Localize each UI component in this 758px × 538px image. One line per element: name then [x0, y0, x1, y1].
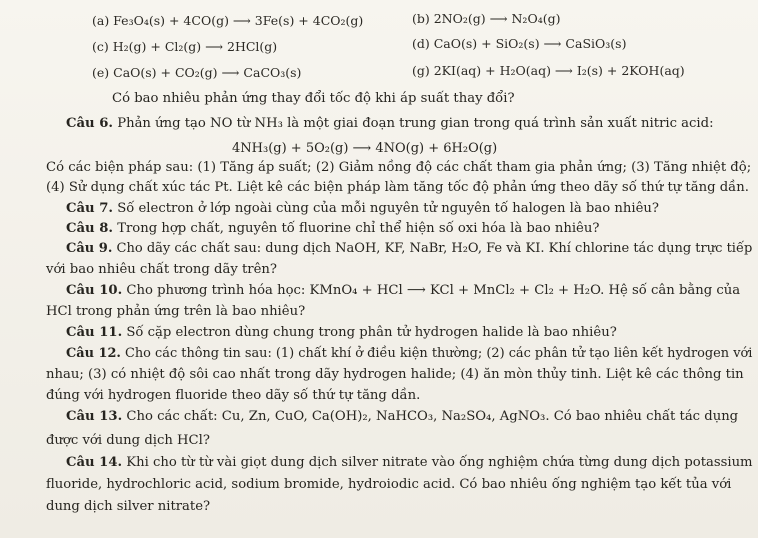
question-11-label: Câu 11.	[66, 325, 123, 340]
question-10-line-2: HCl trong phản ứng trên là bao nhiêu?	[46, 304, 306, 319]
question-10-text: Cho phương trình hóa học: KMnO₄ + HCl ⟶ KCl + MnCl₂ + Cl₂ + H₂O. Hệ số cân bằng của	[126, 283, 741, 298]
reaction-e: (e) CaO(s) + CO₂(g) ⟶ CaCO₃(s)	[92, 65, 302, 80]
reaction-a: (a) Fe₃O₄(s) + 4CO(g) ⟶ 3Fe(s) + 4CO₂(g)	[92, 13, 364, 28]
question-14-line-2: fluoride, hydrochloric acid, sodium bromide, hydroiodic acid. Có bao nhiêu ống nghiệm tạo kết tủa với	[46, 477, 732, 492]
question-12-label: Câu 12.	[66, 346, 121, 361]
reaction-c: (c) H₂(g) + Cl₂(g) ⟶ 2HCl(g)	[92, 39, 278, 54]
question-6-equation: 4NH₃(g) + 5O₂(g) ⟶ 4NO(g) + 6H₂O(g)	[232, 141, 498, 156]
question-9-label: Câu 9.	[66, 241, 113, 256]
question-14	[66, 455, 753, 471]
question-6-line-2: Có các biện pháp sau: (1) Tăng áp suất; (2) Giảm nồng độ các chất tham gia phản ứng; (3) Tăng nhiệt độ;	[46, 160, 752, 175]
question-6	[66, 116, 714, 132]
question-13	[66, 409, 738, 425]
question-14-text: Khi cho từ từ vài giọt dung dịch silver nitrate vào ống nghiệm chứa từng dung dịch potassium	[126, 455, 753, 470]
question-11-text: Số cặp electron dùng chung trong phân tử hydrogen halide là bao nhiêu?	[126, 325, 617, 340]
reaction-b: (b) 2NO₂(g) ⟶ N₂O₄(g)	[412, 11, 561, 26]
question-8-text: Trong hợp chất, nguyên tố fluorine chỉ thể hiện số oxi hóa là bao nhiêu?	[117, 221, 600, 236]
question-13-label: Câu 13.	[66, 409, 123, 424]
question-13-line-2: được với dung dịch HCl?	[46, 433, 210, 448]
question-6-text: Phản ứng tạo NO từ NH₃ là một giai đoạn trung gian trong quá trình sản xuất nitric acid:	[117, 116, 714, 131]
question-9	[66, 241, 752, 257]
question-9-line-2: với bao nhiêu chất trong dãy trên?	[46, 262, 277, 277]
question-9-text: Cho dãy các chất sau: dung dịch NaOH, KF, NaBr, H₂O, Fe và KI. Khí chlorine tác dụng trực tiếp	[116, 241, 753, 256]
question-7	[66, 201, 659, 217]
question-10-label: Câu 10.	[66, 283, 123, 298]
question-12-line-3: đúng với hydrogen fluoride theo dãy số thứ tự tăng dần.	[46, 388, 421, 403]
question-7-text: Số electron ở lớp ngoài cùng của mỗi nguyên tử nguyên tố halogen là bao nhiêu?	[117, 201, 659, 216]
question-14-label: Câu 14.	[66, 455, 123, 470]
question-12-text: Cho các thông tin sau: (1) chất khí ở điều kiện thường; (2) các phân tử tạo liên kết hydrogen với	[125, 346, 753, 361]
question-8	[66, 221, 599, 237]
question-6-label: Câu 6.	[66, 116, 113, 131]
question-14-line-3: dung dịch silver nitrate?	[46, 499, 211, 514]
question-7-label: Câu 7.	[66, 201, 113, 216]
question-13-text: Cho các chất: Cu, Zn, CuO, Ca(OH)₂, NaHCO₃, Na₂SO₄, AgNO₃. Có bao nhiêu chất tác dụng	[126, 409, 739, 424]
question-11	[66, 325, 617, 341]
question-10	[66, 283, 740, 299]
reaction-g: (g) 2KI(aq) + H₂O(aq) ⟶ I₂(s) + 2KOH(aq)	[412, 63, 685, 78]
question-5-text: Có bao nhiêu phản ứng thay đổi tốc độ khi áp suất thay đổi?	[112, 91, 515, 106]
question-12-line-2: nhau; (3) có nhiệt độ sôi cao nhất trong dãy hydrogen halide; (4) ăn mòn thủy tinh. Liệt kê các thông tin	[46, 367, 744, 382]
reaction-d: (d) CaO(s) + SiO₂(s) ⟶ CaSiO₃(s)	[412, 36, 627, 51]
question-12	[66, 346, 752, 362]
question-6-line-3: (4) Sử dụng chất xúc tác Pt. Liệt kê các biện pháp làm tăng tốc độ phản ứng theo dãy số thứ tự tăng dần.	[46, 180, 749, 195]
question-8-label: Câu 8.	[66, 221, 113, 236]
